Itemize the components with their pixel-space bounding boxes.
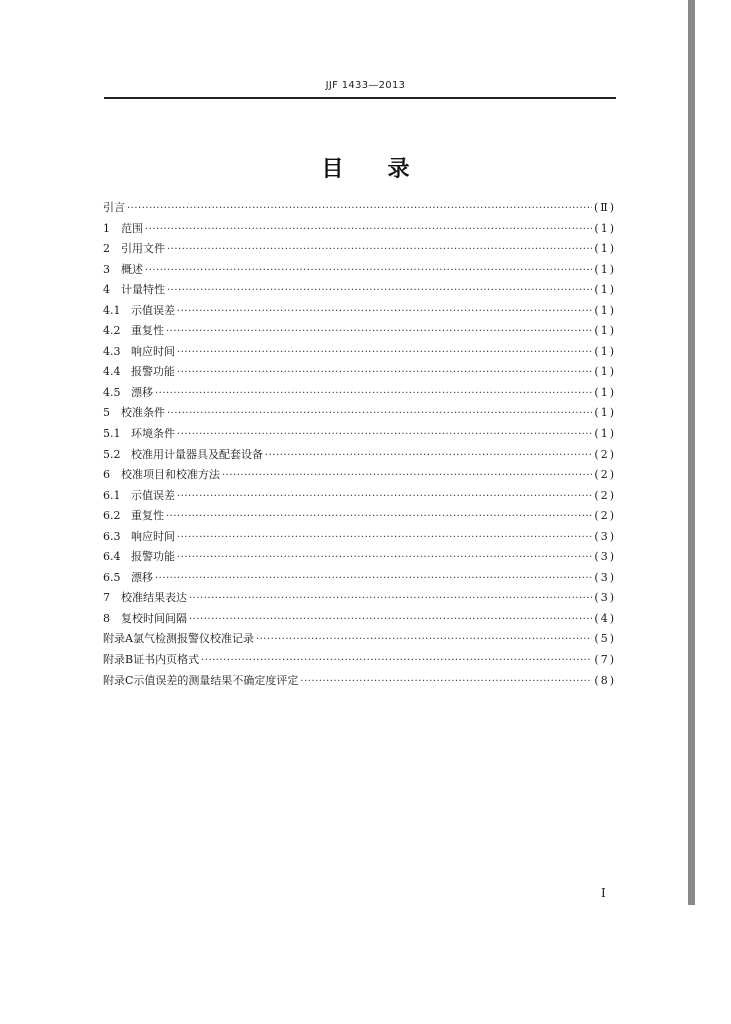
toc-entry-number: 2 [103, 242, 110, 256]
toc-entry-number: 6.2 [103, 509, 121, 523]
toc-entry-label: 重复性 [131, 324, 164, 338]
toc-entry-number: 4.2 [103, 324, 121, 338]
toc-leader-dots [167, 404, 592, 425]
toc-entry-number: 附录C [103, 673, 134, 687]
toc-entry-number: 7 [103, 591, 110, 605]
toc-entry-label: 环境条件 [131, 427, 175, 441]
toc-entry[interactable] [103, 198, 616, 219]
toc-entry-page: (4) [594, 611, 616, 625]
toc-entry[interactable] [103, 403, 616, 424]
toc-entry-page: (1) [594, 242, 616, 256]
toc-entry[interactable] [103, 280, 616, 301]
toc-entry-label: 示值误差 [131, 488, 175, 502]
toc-leader-dots [189, 589, 592, 610]
toc-entry-page: (2) [594, 447, 616, 461]
toc-entry[interactable] [103, 486, 616, 507]
toc-entry[interactable] [103, 671, 616, 692]
toc-entry-page: (3) [594, 591, 616, 605]
toc-entry[interactable] [103, 424, 616, 445]
toc-entry-page: (2) [594, 468, 616, 482]
toc-entry-page: (2) [594, 509, 616, 523]
toc-entry-page: (1) [594, 324, 616, 338]
toc-leader-dots [201, 651, 592, 672]
toc-leader-dots [166, 322, 592, 343]
toc-entry-page: (1) [594, 365, 616, 379]
toc-entry-number: 5.2 [103, 447, 121, 461]
toc-entry-page: (Ⅱ) [593, 201, 616, 214]
toc-entry-number: 4.4 [103, 365, 121, 379]
toc-entry-label: 重复性 [131, 509, 164, 523]
toc-leader-dots [177, 302, 592, 323]
toc-entry[interactable] [103, 629, 616, 650]
toc-leader-dots [265, 446, 592, 467]
toc-entry-label: 校准结果表达 [121, 591, 187, 605]
toc-entry[interactable] [103, 445, 616, 466]
scan-edge-shadow [688, 0, 695, 905]
toc-entry-page: (3) [594, 570, 616, 584]
toc-leader-dots [177, 425, 592, 446]
toc-entry[interactable] [103, 568, 616, 589]
toc-entry[interactable] [103, 342, 616, 363]
toc-leader-dots [177, 548, 592, 569]
toc-leader-dots [189, 610, 592, 631]
toc-leader-dots [300, 672, 592, 693]
toc-entry-number: 4 [103, 283, 110, 297]
toc-entry[interactable] [103, 650, 616, 671]
toc-entry-page: (1) [594, 262, 616, 276]
toc-leader-dots [155, 569, 592, 590]
toc-entry-page: (1) [594, 303, 616, 317]
toc-entry[interactable] [103, 362, 616, 383]
toc-entry-page: (1) [594, 385, 616, 399]
toc-entry-label: 引言 [103, 201, 125, 214]
toc-entry-label: 证书内页格式 [133, 653, 200, 667]
toc-entry-label: 示值误差的测量结果不确定度评定 [133, 673, 299, 687]
toc-entry[interactable] [103, 547, 616, 568]
toc-entry-label: 范围 [121, 221, 143, 235]
toc-entry-page: (8) [594, 673, 616, 687]
toc-entry-label: 漂移 [131, 570, 153, 584]
toc-leader-dots [145, 261, 592, 282]
toc-entry-number: 6.1 [103, 488, 121, 502]
toc-entry-number: 5.1 [103, 427, 121, 441]
toc-leader-dots [155, 384, 592, 405]
toc-entry-page: (1) [594, 283, 616, 297]
toc-entry-number: 6 [103, 468, 110, 482]
toc-entry-number: 4.3 [103, 344, 121, 358]
toc-entry-number: 6.4 [103, 550, 121, 564]
toc-entry-label: 氯气检测报警仪校准记录 [132, 632, 254, 646]
header-rule [104, 97, 616, 99]
toc-entry-page: (1) [594, 406, 616, 420]
toc-entry-page: (2) [594, 488, 616, 502]
toc-entry[interactable] [103, 527, 616, 548]
toc-entry-label: 响应时间 [131, 344, 175, 358]
toc-entry-number: 8 [103, 611, 110, 625]
standard-code-header: JJF 1433—2013 [325, 80, 406, 91]
toc-entry-label: 示值误差 [131, 303, 175, 317]
toc-entry-page: (5) [594, 632, 616, 646]
toc-entry-label: 报警功能 [131, 550, 175, 564]
toc-title: 目录 [321, 157, 454, 182]
toc-leader-dots [177, 343, 592, 364]
toc-entry-label: 校准用计量器具及配套设备 [131, 447, 263, 461]
toc-leader-dots [127, 199, 592, 220]
toc-leader-dots [167, 240, 592, 261]
toc-entry-page: (1) [594, 221, 616, 235]
toc-entry-number: 附录A [103, 632, 133, 646]
toc-entry-number: 1 [103, 221, 110, 235]
toc-leader-dots [222, 466, 592, 487]
toc-entry[interactable] [103, 609, 616, 630]
toc-leader-dots [256, 630, 592, 651]
toc-entry-page: (3) [594, 529, 616, 543]
toc-entry-number: 6.3 [103, 529, 121, 543]
toc-entry-label: 漂移 [131, 385, 153, 399]
toc-entry-label: 报警功能 [131, 365, 175, 379]
toc-entry-number: 6.5 [103, 570, 121, 584]
toc-leader-dots [166, 507, 592, 528]
toc-leader-dots [167, 281, 592, 302]
toc-leader-dots [177, 528, 592, 549]
toc-entry-label: 引用文件 [121, 242, 165, 256]
toc-entry-page: (1) [594, 344, 616, 358]
toc-entry[interactable] [103, 301, 616, 322]
toc-entry-number: 附录B [103, 653, 134, 667]
toc-entry-number: 5 [103, 406, 110, 420]
toc-entry-label: 概述 [121, 262, 143, 276]
toc-entry[interactable] [103, 321, 616, 342]
toc-entry[interactable] [103, 260, 616, 281]
toc-entry[interactable] [103, 465, 616, 486]
table-of-contents [103, 198, 616, 691]
toc-entry-number: 3 [103, 262, 110, 276]
toc-entry-label: 校准条件 [121, 406, 165, 420]
toc-leader-dots [177, 487, 592, 508]
toc-entry-label: 响应时间 [131, 529, 175, 543]
toc-leader-dots [145, 220, 592, 241]
toc-entry-label: 校准项目和校准方法 [121, 468, 220, 482]
toc-entry[interactable] [103, 383, 616, 404]
toc-entry[interactable] [103, 506, 616, 527]
toc-entry[interactable] [103, 239, 616, 260]
toc-leader-dots [177, 363, 592, 384]
toc-entry-label: 计量特性 [121, 283, 165, 297]
toc-entry[interactable] [103, 219, 616, 240]
toc-entry-page: (7) [594, 653, 616, 667]
toc-entry-page: (1) [594, 427, 616, 441]
toc-entry-label: 复校时间间隔 [121, 611, 187, 625]
toc-entry-number: 4.5 [103, 385, 121, 399]
page-number: I [601, 886, 606, 900]
toc-entry-page: (3) [594, 550, 616, 564]
toc-entry-number: 4.1 [103, 303, 121, 317]
toc-entry[interactable] [103, 588, 616, 609]
